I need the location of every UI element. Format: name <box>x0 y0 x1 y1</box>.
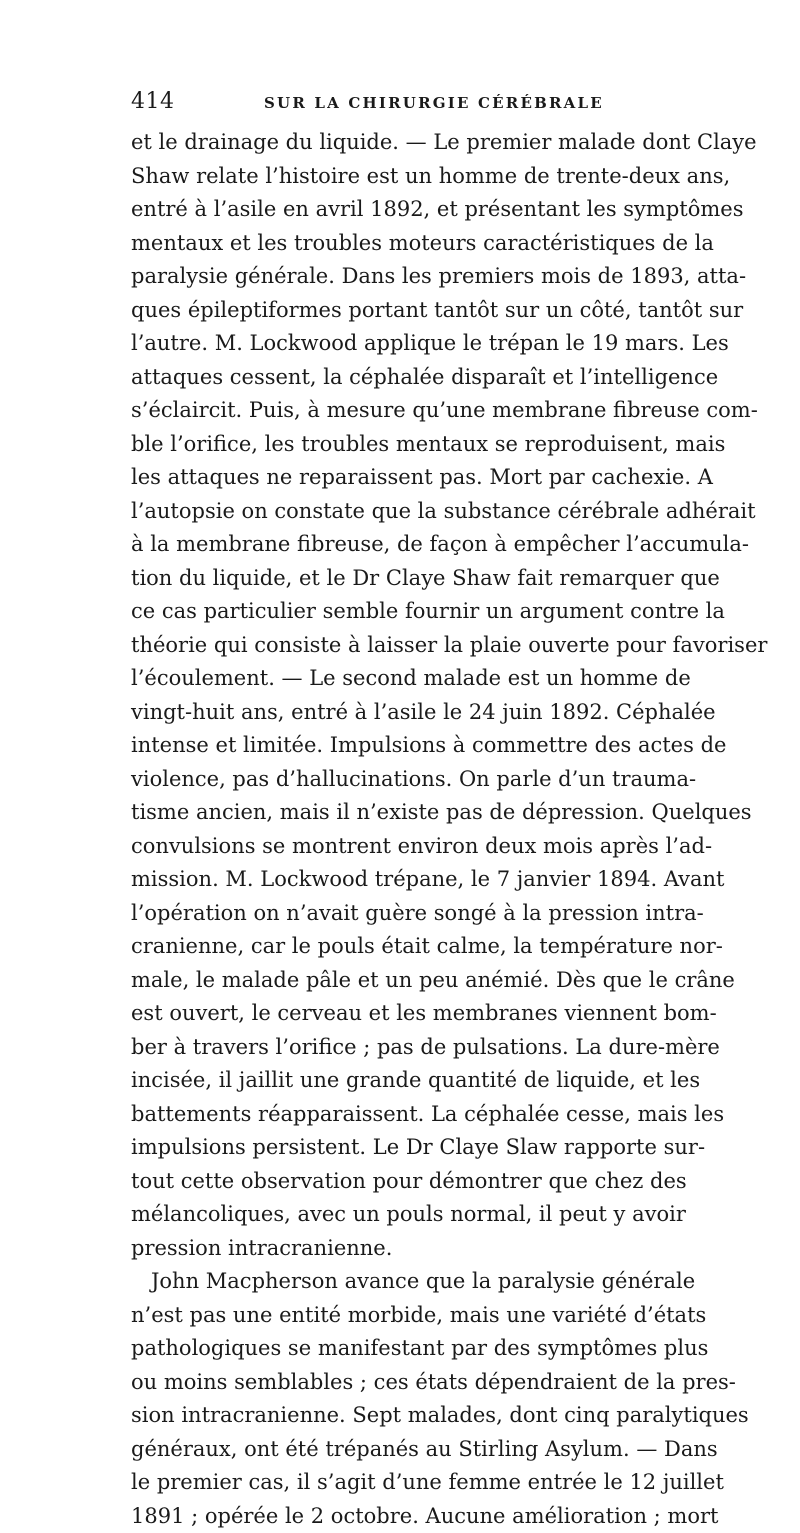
text-line: tout cette observation pour démontrer que chez des <box>131 1165 683 1199</box>
text-line: pathologiques se manifestant par des symptômes plus <box>131 1332 683 1366</box>
text-line: violence, pas d’hallucinations. On parle d’un trauma- <box>131 763 683 797</box>
text-line: est ouvert, le cerveau et les membranes viennent bom- <box>131 997 683 1031</box>
text-line: les attaques ne reparaissent pas. Mort par cachexie. A <box>131 461 683 495</box>
text-line: attaques cessent, la céphalée disparaît et l’intelligence <box>131 361 683 395</box>
text-line: sion intracranienne. Sept malades, dont cinq paralytiques <box>131 1399 683 1433</box>
body-text <box>131 126 683 1533</box>
text-line: et le drainage du liquide. — Le premier malade dont Claye <box>131 126 683 160</box>
text-line: ble l’orifice, les troubles mentaux se reproduisent, mais <box>131 428 683 462</box>
text-line: paralysie générale. Dans les premiers mois de 1893, atta- <box>131 260 683 294</box>
text-line: mentaux et les troubles moteurs caractéristiques de la <box>131 227 683 261</box>
text-line: Shaw relate l’histoire est un homme de trente-deux ans, <box>131 160 683 194</box>
paragraph-start-line: John Macpherson avance que la paralysie générale <box>131 1265 683 1299</box>
text-line: cranienne, car le pouls était calme, la température nor- <box>131 930 683 964</box>
text-line: entré à l’asile en avril 1892, et présentant les symptômes <box>131 193 683 227</box>
text-line: à la membrane fibreuse, de façon à empêcher l’accumula- <box>131 528 683 562</box>
text-line: théorie qui consiste à laisser la plaie ouverte pour favoriser <box>131 629 683 663</box>
text-line: n’est pas une entité morbide, mais une variété d’états <box>131 1299 683 1333</box>
text-line: s’éclaircit. Puis, à mesure qu’une membrane fibreuse com- <box>131 394 683 428</box>
text-line: battements réapparaissent. La céphalée cesse, mais les <box>131 1098 683 1132</box>
text-line: tisme ancien, mais il n’existe pas de dépression. Quelques <box>131 796 683 830</box>
text-line: mélancoliques, avec un pouls normal, il peut y avoir <box>131 1198 683 1232</box>
text-line: intense et limitée. Impulsions à commettre des actes de <box>131 729 683 763</box>
text-line: mission. M. Lockwood trépane, le 7 janvier 1894. Avant <box>131 863 683 897</box>
text-line: tion du liquide, et le Dr Claye Shaw fait remarquer que <box>131 562 683 596</box>
text-line: ber à travers l’orifice ; pas de pulsations. La dure-mère <box>131 1031 683 1065</box>
text-line: convulsions se montrent environ deux mois après l’ad- <box>131 830 683 864</box>
text-line: l’autopsie on constate que la substance cérébrale adhérait <box>131 495 683 529</box>
text-line: ques épileptiformes portant tantôt sur un côté, tantôt sur <box>131 294 683 328</box>
page-number: 414 <box>131 88 175 116</box>
text-line: généraux, ont été trépanés au Stirling Asylum. — Dans <box>131 1433 683 1467</box>
text-line: l’écoulement. — Le second malade est un homme de <box>131 662 683 696</box>
text-line: ce cas particulier semble fournir un argument contre la <box>131 595 683 629</box>
text-line: 1891 ; opérée le 2 octobre. Aucune amélioration ; mort <box>131 1500 683 1533</box>
paragraph-end-line: pression intracranienne. <box>131 1232 683 1266</box>
text-line: le premier cas, il s’agit d’une femme entrée le 12 juillet <box>131 1466 683 1500</box>
text-line: incisée, il jaillit une grande quantité de liquide, et les <box>131 1064 683 1098</box>
running-title: SUR LA CHIRURGIE CÉRÉBRALE <box>264 92 604 114</box>
page-header <box>0 88 800 118</box>
text-line: male, le malade pâle et un peu anémié. Dès que le crâne <box>131 964 683 998</box>
text-line: l’autre. M. Lockwood applique le trépan le 19 mars. Les <box>131 327 683 361</box>
text-line: impulsions persistent. Le Dr Claye Slaw rapporte sur- <box>131 1131 683 1165</box>
text-line: vingt-huit ans, entré à l’asile le 24 juin 1892. Céphalée <box>131 696 683 730</box>
text-line: l’opération on n’avait guère songé à la pression intra- <box>131 897 683 931</box>
text-line: ou moins semblables ; ces états dépendraient de la pres- <box>131 1366 683 1400</box>
